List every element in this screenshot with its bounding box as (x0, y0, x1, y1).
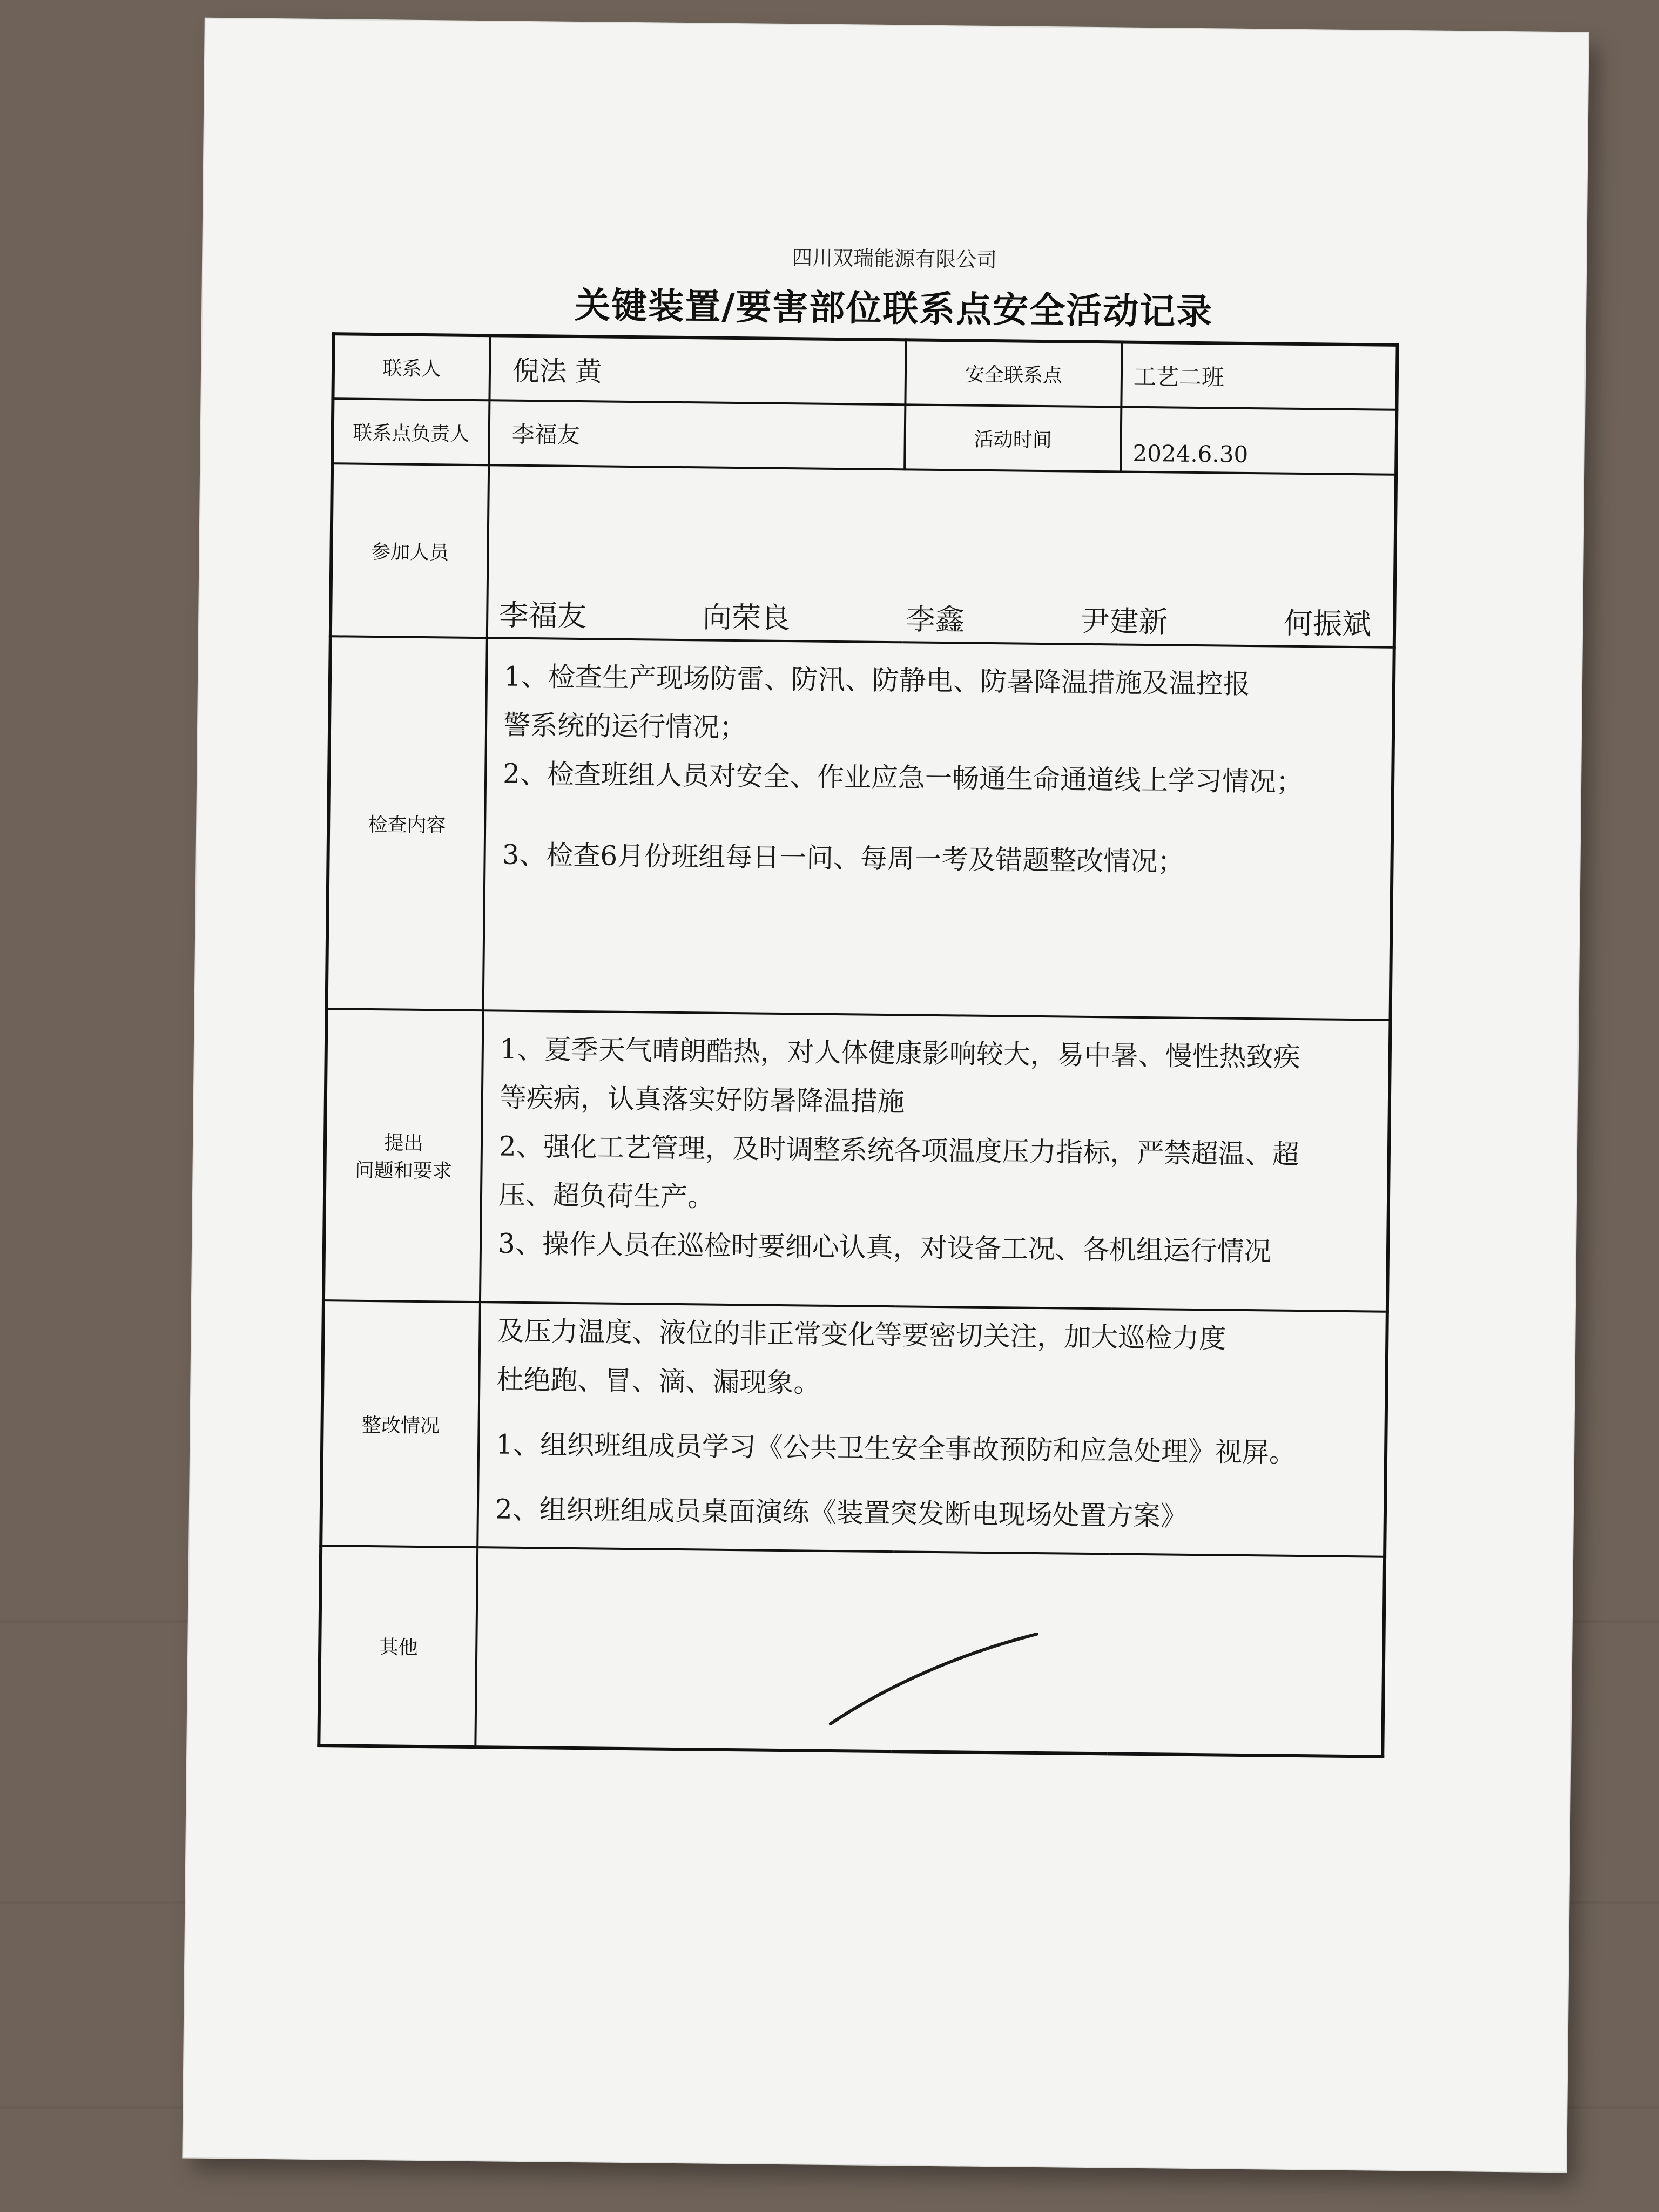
time-value-cell (1121, 407, 1397, 474)
problem-line: 压、超负荷生产。 (498, 1179, 715, 1213)
contact-value-cell (489, 335, 906, 404)
owner-label: 联系点负责人 (332, 399, 489, 465)
rectification-cell (477, 1302, 1387, 1557)
document-sheet (183, 19, 1588, 2172)
participants-label: 参加人员 (331, 463, 489, 638)
pen-stroke-mark (825, 1624, 1053, 1734)
problem-line: 2、强化工艺管理，及时调整系统各项温度压力指标，严禁超温、超 (498, 1130, 1300, 1171)
problem-line: 1、夏季天气晴朗酷热，对人体健康影响较大，易中暑、慢性热致疾 (500, 1033, 1300, 1074)
participant-name: 李鑫 (906, 602, 965, 637)
inspection-line: 3、检查6月份班组每日一问、每周一考及错题整改情况； (502, 839, 1185, 878)
safety-point-value-cell (1121, 342, 1397, 410)
contact-label: 联系人 (333, 334, 490, 400)
participant-name: 李福友 (498, 598, 587, 633)
rectification-label: 整改情况 (321, 1300, 480, 1547)
problems-label-line2: 问题和要求 (354, 1159, 453, 1183)
inspection-line: 1、检查生产现场防雷、防汛、防静电、防暑降温措施及温控报 (503, 660, 1251, 700)
rectification-line: 1、组织班组成员学习《公共卫生安全事故预防和应急处理》视屏。 (495, 1428, 1297, 1468)
problem-line: 杜绝跑、冒、滴、漏现象。 (496, 1364, 821, 1399)
company-name: 四川双瑞能源有限公司 (791, 246, 997, 272)
time-label: 活动时间 (905, 404, 1121, 471)
safety-point-label: 安全联系点 (905, 340, 1122, 407)
problem-line: 等疾病，认真落实好防暑降温措施 (499, 1082, 905, 1118)
problem-line: 3、操作人员在巡检时要细心认真，对设备工况、各机组运行情况 (497, 1228, 1272, 1267)
rectification-line: 2、组织班组成员桌面演练《装置突发断电现场处置方案》 (495, 1493, 1188, 1532)
participants-cell (487, 465, 1396, 648)
time-value: 2024.6.30 (1132, 440, 1249, 468)
owner-value: 李福友 (511, 421, 581, 449)
participants-list (488, 466, 1394, 646)
safety-point-value: 工艺二班 (1133, 363, 1225, 390)
inspection-label: 检查内容 (327, 636, 487, 1010)
document-title: 关键装置/要害部位联系点安全活动记录 (574, 284, 1213, 333)
participant-name: 何振斌 (1283, 606, 1372, 642)
problems-label (323, 1009, 483, 1302)
owner-value-cell (489, 400, 905, 469)
participant-name: 尹建新 (1080, 604, 1168, 639)
contact-value: 倪法 黄 (512, 355, 603, 387)
inspection-line: 2、检查班组人员对安全、作业应急一畅通生命通道线上学习情况； (502, 758, 1304, 798)
inspection-line: 警系统的运行情况； (503, 709, 747, 744)
inspection-cell (483, 638, 1394, 1020)
problems-cell (480, 1010, 1391, 1312)
problem-line: 及压力温度、液位的非正常变化等要密切关注，加大巡检力度 (497, 1315, 1226, 1354)
participant-name: 向荣良 (702, 600, 791, 636)
other-label: 其他 (319, 1546, 477, 1747)
problems-label-line1: 提出 (384, 1132, 423, 1155)
record-form (317, 332, 1399, 1758)
